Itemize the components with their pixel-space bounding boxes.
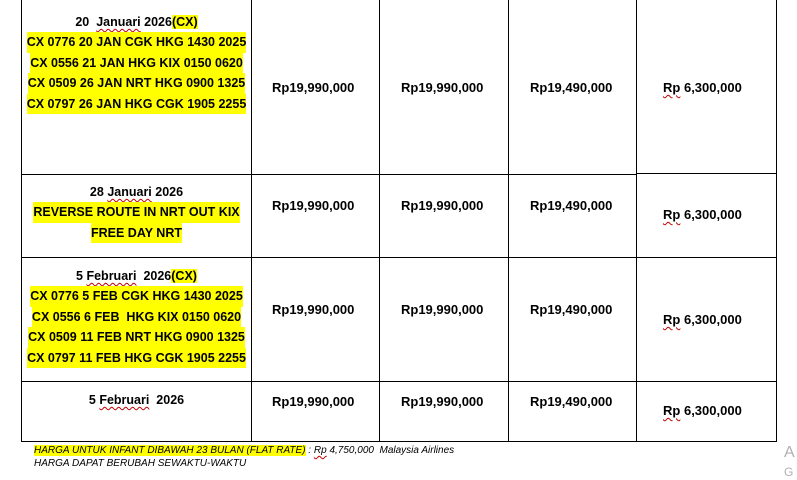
row-1-price-1: Rp19,990,000 [272, 80, 355, 95]
row-4-price-3: Rp19,490,000 [530, 394, 613, 409]
table-border-col2 [379, 0, 380, 442]
row-3-flight-1: CX 0776 5 FEB CGK HKG 1430 2025 [30, 286, 243, 306]
row-divider-3b [636, 381, 777, 382]
row-1-flight-3: CX 0509 26 JAN NRT HKG 0900 1325 [28, 73, 245, 93]
infant-note-separator: : [305, 445, 314, 456]
row-1-price-4 [663, 80, 742, 95]
edge-text-bottom: G [784, 465, 794, 479]
row-2-price-1: Rp19,990,000 [272, 198, 355, 213]
row-3-date-month: Februari [86, 269, 137, 283]
row-1-date [75, 12, 197, 32]
row-2-date-day: 28 [89, 185, 104, 199]
row-4-description [22, 390, 251, 410]
edge-text-top: A [784, 444, 795, 461]
row-2-date [90, 182, 183, 202]
row-2-date-month: Januari [107, 185, 152, 199]
row-1-date-year: 2026 [144, 15, 172, 29]
row-divider-1 [21, 174, 636, 175]
table-border-right [776, 0, 777, 442]
row-divider-3 [21, 381, 636, 382]
row-4-date [89, 390, 184, 410]
row-4-price-4 [663, 403, 742, 418]
row-3-price-4 [663, 312, 742, 327]
price-change-note: HARGA DAPAT BERUBAH SEWAKTU-WAKTU [34, 458, 247, 469]
row-3-description [22, 266, 251, 368]
infant-note-price: 4,750,000 Malaysia Airlines [326, 445, 455, 456]
row-4-date-month: Februari [99, 393, 150, 407]
row-4-price-1: Rp19,990,000 [272, 394, 355, 409]
row-2-price-4-prefix: Rp [663, 207, 681, 222]
row-4-date-year: 2026 [156, 393, 185, 407]
row-1-carrier-tag: (CX) [171, 15, 198, 29]
row-divider-2 [21, 257, 777, 258]
row-3-date-day: 5 [76, 269, 83, 283]
row-2-date-year: 2026 [155, 185, 184, 199]
row-3-date-year: 2026 [143, 269, 172, 283]
row-3-price-2: Rp19,990,000 [401, 302, 484, 317]
row-1-flight-4: CX 0797 26 JAN HKG CGK 1905 2255 [27, 94, 247, 114]
row-4-price-2: Rp19,990,000 [401, 394, 484, 409]
row-2-note-1: REVERSE ROUTE IN NRT OUT KIX [33, 202, 239, 222]
row-1-price-4-value: 6,300,000 [683, 80, 742, 95]
row-2-price-3: Rp19,490,000 [530, 198, 613, 213]
table-border-col4 [636, 0, 637, 442]
row-3-carrier-tag: (CX) [171, 269, 197, 283]
row-3-flight-3: CX 0509 11 FEB NRT HKG 0900 1325 [28, 327, 245, 347]
row-3-flight-4: CX 0797 11 FEB HKG CGK 1905 2255 [27, 348, 246, 368]
row-1-date-day: 20 [75, 15, 90, 29]
row-2-price-4 [663, 207, 742, 222]
table-border-col1 [251, 0, 252, 442]
row-3-price-1: Rp19,990,000 [272, 302, 355, 317]
row-divider-1b [636, 173, 777, 174]
row-3-price-3: Rp19,490,000 [530, 302, 613, 317]
row-2-price-4-value: 6,300,000 [683, 207, 742, 222]
row-3-price-4-prefix: Rp [663, 312, 681, 327]
row-2-note-2: FREE DAY NRT [91, 223, 182, 243]
row-4-price-4-prefix: Rp [663, 403, 681, 418]
infant-note-rp: Rp [313, 445, 327, 456]
row-4-price-4-value: 6,300,000 [683, 403, 742, 418]
infant-note-label: HARGA UNTUK INFANT DIBAWAH 23 BULAN (FLAT RATE) [34, 445, 306, 456]
row-1-price-4-prefix: Rp [663, 80, 681, 95]
row-3-date [76, 266, 197, 286]
row-1-price-3: Rp19,490,000 [530, 80, 613, 95]
row-1-flight-1: CX 0776 20 JAN CGK HKG 1430 2025 [27, 32, 247, 52]
row-3-price-4-value: 6,300,000 [683, 312, 742, 327]
row-1-price-2: Rp19,990,000 [401, 80, 484, 95]
row-4-date-day: 5 [88, 393, 96, 407]
row-1-date-month: Januari [96, 15, 141, 29]
row-1-description [22, 12, 251, 114]
row-1-flight-2: CX 0556 21 JAN HKG KIX 0150 0620 [30, 53, 243, 73]
row-2-description [22, 182, 251, 243]
table-border-bottom [21, 441, 777, 442]
row-3-flight-2: CX 0556 6 FEB HKG KIX 0150 0620 [32, 307, 241, 327]
row-2-price-2: Rp19,990,000 [401, 198, 484, 213]
infant-price-note [34, 444, 454, 457]
table-border-col3 [508, 0, 509, 442]
